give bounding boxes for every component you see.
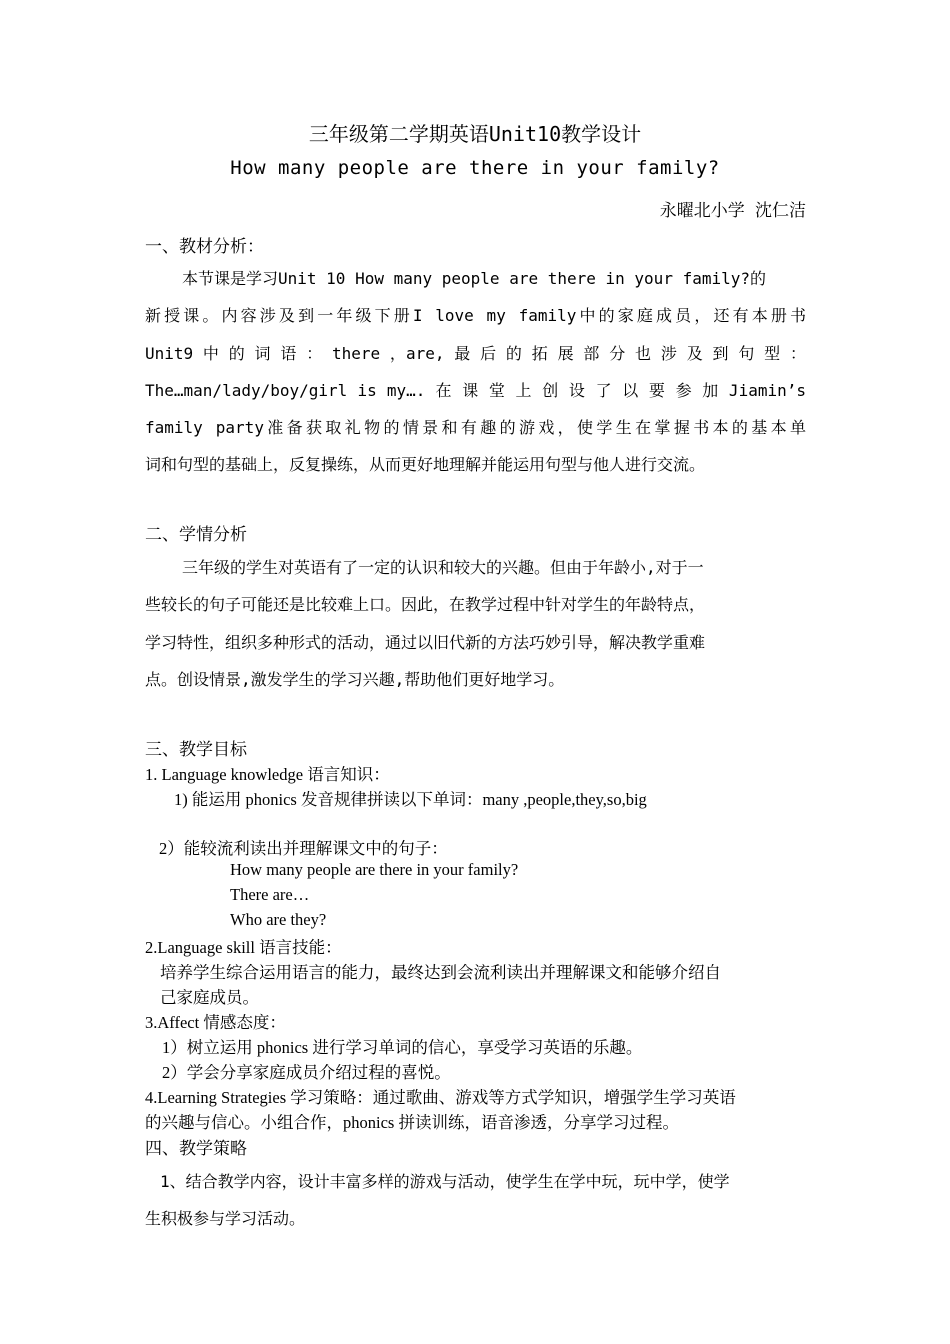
example-sentence: Who are they? bbox=[230, 910, 327, 929]
paragraph-line: The…man/lady/boy/girl is my…. 在 课 堂 上 创 设 了 以 要 参 加 Jiamin’s bbox=[145, 381, 806, 400]
section-heading-strategies: 四、教学策略 bbox=[145, 1139, 247, 1159]
paragraph-line: 新授课。内容涉及到一年级下册I love my family中的家庭成员，还有本册书 bbox=[145, 306, 806, 325]
author-line: 永曜北小学 沈仁洁 bbox=[659, 201, 806, 221]
section-heading-objectives: 三、教学目标 bbox=[145, 740, 247, 760]
paragraph-line: 三年级的学生对英语有了一定的认识和较大的兴趣。但由于年龄小,对于一 bbox=[182, 558, 704, 577]
paragraph-line: family party准备获取礼物的情景和有趣的游戏，使学生在掌握书本的基本单 bbox=[145, 418, 806, 437]
paragraph-line: Unit9 中 的 词 语 ： there ，are, 最 后 的 拓 展 部 分 也 涉 及 到 句 型 ： bbox=[145, 344, 806, 363]
objective-text: 的兴趣与信心。小组合作，phonics 拼读训练，语音渗透，分享学习过程。 bbox=[145, 1113, 679, 1132]
paragraph-line: 本节课是学习Unit 10 How many people are there in your family?的 bbox=[182, 269, 767, 288]
example-sentence: How many people are there in your family? bbox=[230, 860, 519, 879]
objective-text: 培养学生综合运用语言的能力，最终达到会流利读出并理解课文和能够介绍自 bbox=[160, 963, 721, 982]
paragraph-line: 词和句型的基础上，反复操练，从而更好地理解并能运用句型与他人进行交流。 bbox=[145, 455, 706, 474]
objective-item: 1. Language knowledge 语言知识： bbox=[145, 765, 390, 784]
objective-subitem: 2）能较流利读出并理解课文中的句子： bbox=[159, 839, 448, 858]
paragraph-line: 1、结合教学内容，设计丰富多样的游戏与活动，使学生在学中玩，玩中学，使学 bbox=[160, 1172, 730, 1191]
document-title: 三年级第二学期英语Unit10教学设计 bbox=[308, 122, 642, 146]
paragraph-line: 学习特性，组织多种形式的活动，通过以旧代新的方法巧妙引导，解决教学重难 bbox=[145, 633, 706, 652]
objective-text: 己家庭成员。 bbox=[160, 988, 259, 1007]
objective-subitem: 1) 能运用 phonics 发音规律拼读以下单词：many ,people,they,so,big bbox=[174, 790, 647, 809]
document-subtitle: How many people are there in your family? bbox=[230, 157, 720, 179]
objective-item: 3.Affect 情感态度： bbox=[145, 1013, 286, 1032]
objective-item: 4.Learning Strategies 学习策略：通过歌曲、游戏等方式学知识，增强学生学习英语 bbox=[145, 1088, 736, 1107]
objective-item: 2.Language skill 语言技能： bbox=[145, 938, 342, 957]
section-heading-analysis: 一、教材分析： bbox=[145, 237, 264, 257]
objective-subitem: 1）树立运用 phonics 进行学习单词的信心，享受学习英语的乐趣。 bbox=[162, 1038, 643, 1057]
section-heading-learners: 二、学情分析 bbox=[145, 525, 247, 545]
paragraph-line: 点。创设情景,激发学生的学习兴趣,帮助他们更好地学习。 bbox=[145, 670, 565, 689]
paragraph-line: 生积极参与学习活动。 bbox=[145, 1209, 306, 1228]
objective-subitem: 2）学会分享家庭成员介绍过程的喜悦。 bbox=[162, 1063, 451, 1082]
example-sentence: There are… bbox=[230, 885, 310, 904]
paragraph-line: 些较长的句子可能还是比较难上口。因此，在教学过程中针对学生的年龄特点， bbox=[145, 595, 706, 614]
